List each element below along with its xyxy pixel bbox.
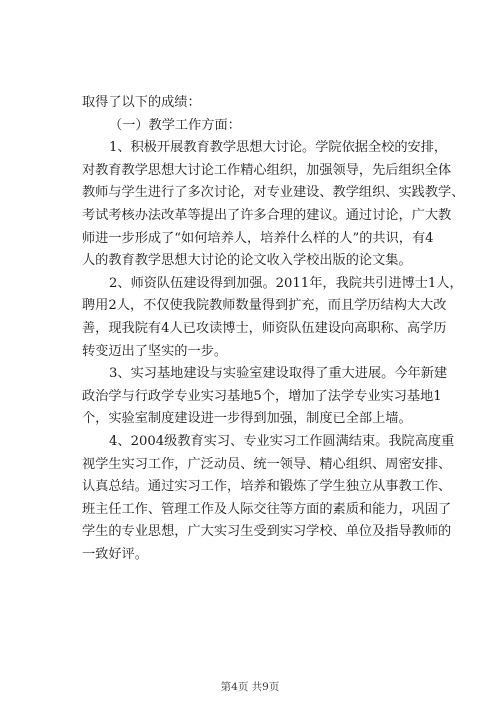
- paragraph-4-line: 4、2004级教育实习、专业实习工作圆满结束。我院高度重: [109, 433, 455, 449]
- paragraph-2-line: 聘用2人，不仅使我院教师数量得到扩充，而且学历结构大大改: [82, 298, 447, 314]
- paragraph-3-line: 3、实习基地建设与实验室建设取得了重大进展。今年新建: [109, 366, 448, 382]
- paragraph-1-line: 人的教育教学思想大讨论的论文收入学校出版的论文集。: [82, 253, 412, 269]
- paragraph-2-line: 转变迈出了坚实的一步。: [82, 343, 228, 359]
- page-number-footer: 第4页 共9页: [220, 681, 280, 693]
- paragraph-1-line: 师进一步形成了“如何培养人，培养什么样的人”的共识，有4: [82, 230, 434, 246]
- paragraph-1-line: 教师与学生进行了多次讨论，对专业建设、教学组织、实践教学、: [82, 185, 465, 201]
- paragraph-4-line: 一致好评。: [82, 546, 148, 562]
- paragraph-1-line: 对教育教学思想大讨论工作精心组织，加强领导，先后组织全体: [82, 162, 452, 178]
- paragraph-4-line: 班主任工作、管理工作及人际交往等方面的素质和能力，巩固了: [82, 501, 452, 517]
- paragraph-3-line: 政治学与行政学专业实习基地5个，增加了法学专业实习基地1: [82, 388, 442, 404]
- body-text-line: 取得了以下的成绩：: [82, 95, 201, 110]
- paragraph-2-line: 2、师资队伍建设得到加强。2011年，我院共引进博士1人，: [109, 275, 463, 291]
- paragraph-1-line: 1、积极开展教育教学思想大讨论。学院依据全校的安排，: [109, 140, 448, 156]
- paragraph-4-line: 视学生实习工作，广泛动员、统一领导、精心组织、周密安排、: [82, 456, 452, 472]
- section-heading: （一）教学工作方面：: [109, 117, 241, 133]
- paragraph-4-line: 认真总结。通过实习工作，培养和锻炼了学生独立从事教工作、: [82, 479, 452, 495]
- paragraph-4-line: 学生的专业思想，广大实习生受到实习学校、单位及指导教师的: [82, 524, 452, 540]
- document-body: [82, 92, 465, 566]
- paragraph-2-line: 善，现我院有4人已攻读博士，师资队伍建设向高职称、高学历: [82, 320, 447, 336]
- paragraph-1-line: 考试考核办法改革等提出了许多合理的建议。通过讨论，广大教: [82, 207, 452, 223]
- paragraph-3-line: 个，实验室制度建设进一步得到加强，制度已全部上墙。: [82, 411, 412, 427]
